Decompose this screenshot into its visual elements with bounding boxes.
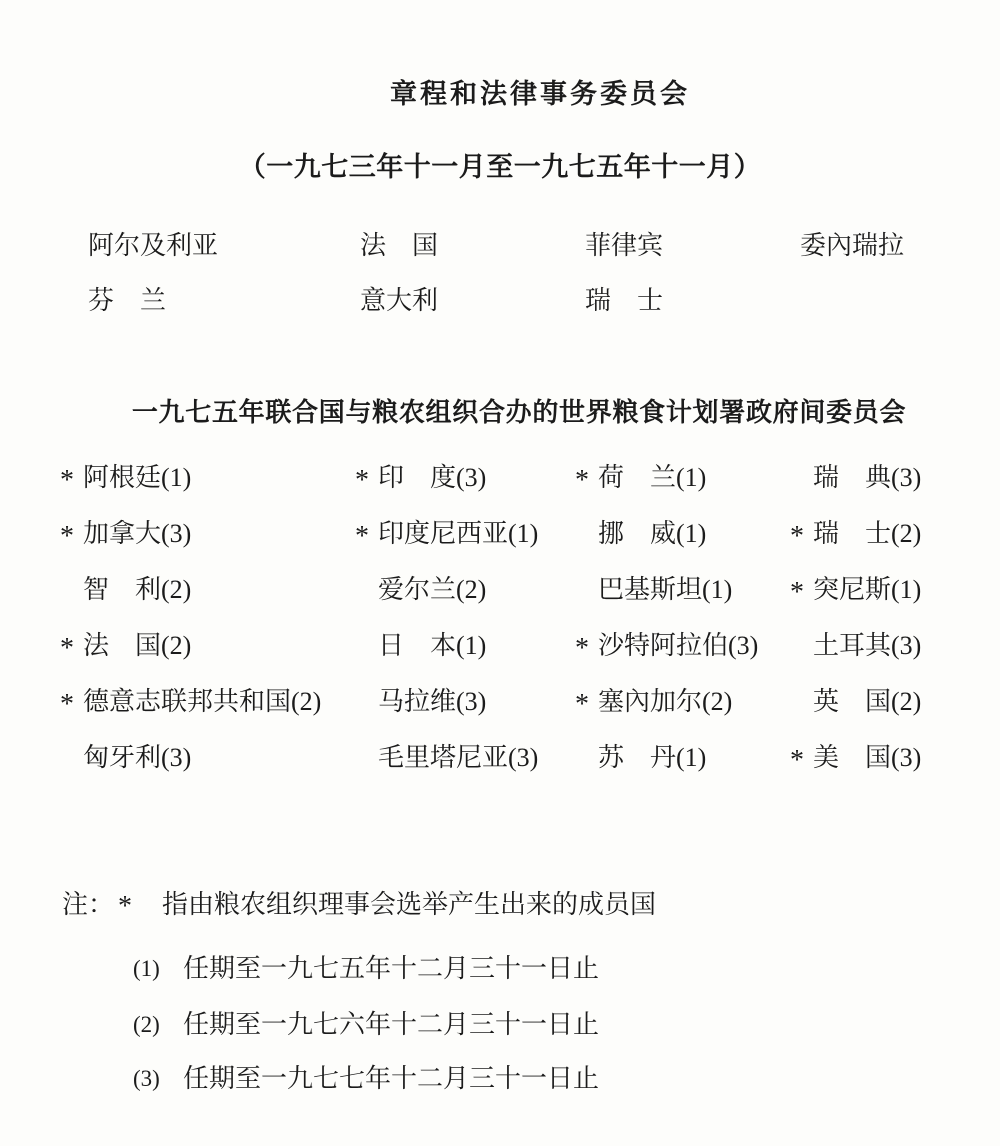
- country-label: 瑞 士: [585, 286, 664, 315]
- elected-marker: [355, 577, 378, 633]
- country-entry: [355, 462, 575, 518]
- country-entry: [60, 686, 355, 742]
- wfp-member-list: [60, 462, 921, 798]
- country-label: 爱尔兰(2): [378, 575, 487, 604]
- committee1-row: [88, 285, 904, 340]
- elected-marker: *: [790, 577, 804, 608]
- country-label: 匈牙利(3): [83, 743, 192, 772]
- committee1-row: [88, 230, 904, 285]
- country-label: 阿根廷(1): [83, 463, 192, 492]
- country-label: 法 国(2): [83, 631, 192, 660]
- country-label: 苏 丹(1): [598, 743, 707, 772]
- country-label: 土耳其(3): [813, 631, 922, 660]
- note-text: 任期至一九七六年十二月三十一日止: [183, 1010, 600, 1039]
- committee1-member-list: [88, 230, 904, 340]
- wfp-row: [60, 742, 921, 798]
- footnote-item: [133, 952, 599, 986]
- country-label: 法 国: [360, 231, 439, 260]
- document-date-range: （一九七三年十一月至一九七五年十一月）: [238, 152, 762, 182]
- wfp-row: [60, 518, 921, 574]
- country-label: 马拉维(3): [378, 687, 487, 716]
- document-title: 章程和法律事务委员会: [390, 79, 690, 109]
- elected-marker: *: [575, 633, 589, 664]
- country-entry: [60, 518, 355, 574]
- elected-marker: [575, 521, 598, 577]
- note-text: 指由粮农组织理事会选举产生出来的成员国: [162, 890, 657, 919]
- country-entry: [355, 630, 575, 686]
- elected-marker: *: [355, 465, 369, 496]
- country-label: 日 本(1): [378, 631, 487, 660]
- country-entry: [355, 742, 575, 798]
- country-entry: [790, 630, 921, 686]
- elected-marker: *: [60, 465, 74, 496]
- note-marker: (1): [133, 956, 160, 981]
- country-entry: [790, 686, 921, 742]
- country-entry: [790, 462, 921, 518]
- country-label: 印度尼西亚(1): [378, 519, 539, 548]
- footnote-legend: [62, 888, 656, 922]
- note-marker: (3): [133, 1066, 160, 1091]
- country-label: 荷 兰(1): [598, 463, 707, 492]
- wfp-row: [60, 574, 921, 630]
- note-prefix: 注：: [62, 890, 115, 919]
- country-label: 挪 威(1): [598, 519, 707, 548]
- country-label: 智 利(2): [83, 575, 192, 604]
- country-label: 阿尔及利亚: [88, 231, 219, 260]
- country-entry: [60, 462, 355, 518]
- country-entry: [575, 742, 790, 798]
- elected-marker: *: [575, 689, 589, 720]
- elected-marker: *: [60, 633, 74, 664]
- elected-marker: [790, 633, 813, 689]
- elected-marker: [575, 577, 598, 633]
- country-entry: [60, 574, 355, 630]
- elected-marker: [790, 689, 813, 745]
- elected-marker: [355, 689, 378, 745]
- elected-marker: *: [790, 521, 804, 552]
- country-entry: [355, 574, 575, 630]
- country-label: 突尼斯(1): [813, 575, 922, 604]
- elected-marker: [60, 577, 83, 633]
- footnote-item: [133, 1008, 599, 1042]
- note-text: 任期至一九七七年十二月三十一日止: [183, 1064, 600, 1093]
- country-entry: [355, 686, 575, 742]
- elected-marker: [790, 465, 813, 521]
- elected-marker: [355, 633, 378, 689]
- elected-marker: *: [355, 521, 369, 552]
- country-label: 印 度(3): [378, 463, 487, 492]
- country-label: 英 国(2): [813, 687, 922, 716]
- elected-marker: *: [790, 745, 804, 776]
- elected-marker: [575, 745, 598, 801]
- country-entry: [790, 742, 921, 798]
- country-label: 菲律宾: [585, 231, 664, 260]
- country-entry: [790, 574, 921, 630]
- elected-marker: *: [60, 689, 74, 720]
- note-text: 任期至一九七五年十二月三十一日止: [183, 954, 600, 983]
- wfp-row: [60, 462, 921, 518]
- elected-marker: *: [575, 465, 589, 496]
- country-label: 瑞 典(3): [813, 463, 922, 492]
- wfp-committee-heading: 一九七五年联合国与粮农组织合办的世界粮食计划署政府间委员会: [131, 398, 907, 427]
- country-entry: [355, 518, 575, 574]
- country-entry: [790, 518, 921, 574]
- country-entry: [60, 630, 355, 686]
- country-entry: [575, 686, 790, 742]
- country-entry: [575, 574, 790, 630]
- country-entry: [60, 742, 355, 798]
- country-label: 意大利: [360, 286, 439, 315]
- elected-marker: *: [60, 521, 74, 552]
- country-label: 塞內加尔(2): [598, 687, 733, 716]
- country-label: 芬 兰: [88, 286, 167, 315]
- country-entry: [575, 462, 790, 518]
- country-label: 委內瑞拉: [800, 231, 905, 260]
- country-label: 巴基斯坦(1): [598, 575, 733, 604]
- country-label: 瑞 士(2): [813, 519, 922, 548]
- asterisk-symbol: *: [118, 891, 132, 922]
- wfp-row: [60, 630, 921, 686]
- country-label: 毛里塔尼亚(3): [378, 743, 539, 772]
- country-entry: [575, 630, 790, 686]
- country-label: 加拿大(3): [83, 519, 192, 548]
- country-label: 美 国(3): [813, 743, 922, 772]
- footnote-item: [133, 1062, 599, 1096]
- elected-marker: [60, 745, 83, 801]
- elected-marker: [355, 745, 378, 801]
- note-marker: (2): [133, 1012, 160, 1037]
- country-label: 德意志联邦共和国(2): [83, 687, 322, 716]
- country-label: 沙特阿拉伯(3): [598, 631, 759, 660]
- wfp-row: [60, 686, 921, 742]
- country-entry: [575, 518, 790, 574]
